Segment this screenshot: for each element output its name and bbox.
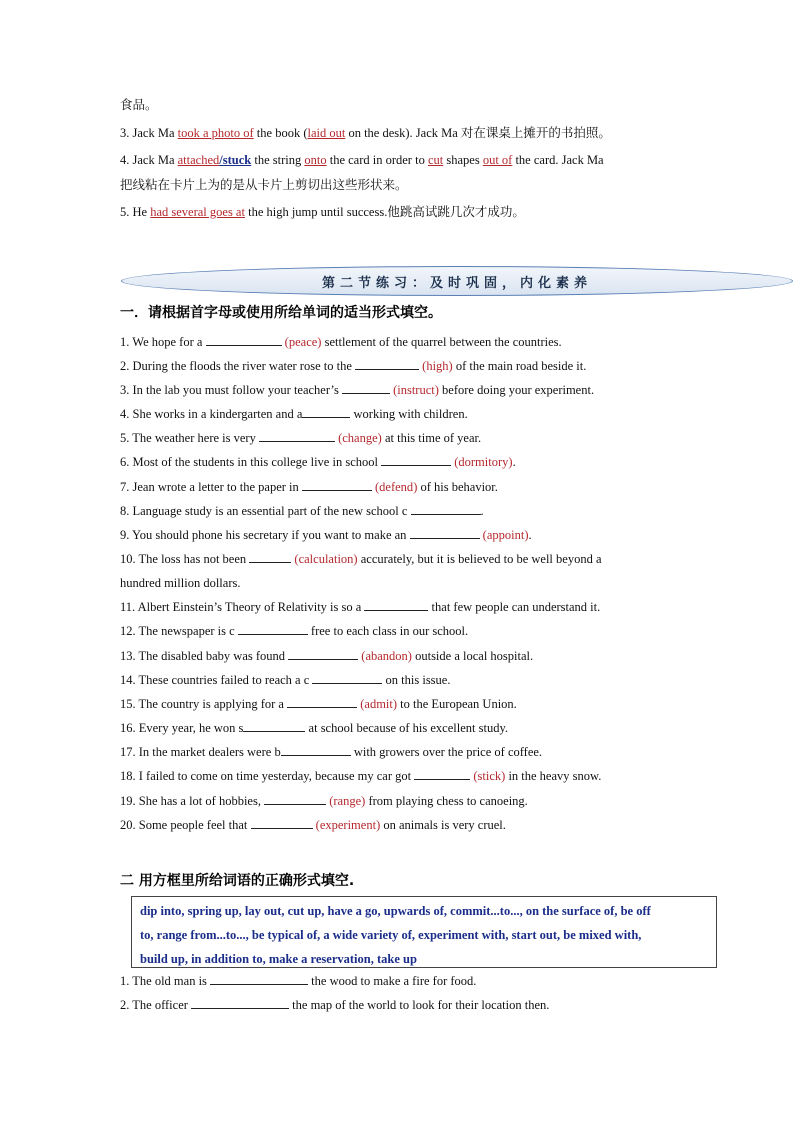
- exercise-17: 17. In the market dealers were b with growers over the price of coffee.: [120, 745, 543, 759]
- exercise-12: 12. The newspaper is c free to each class in our school.: [120, 624, 469, 638]
- exercise-19: 19. She has a lot of hobbies, (range) from playing chess to canoeing.: [120, 794, 528, 808]
- sentence-5: 5. He had several goes at the high jump until success.他跳高试跳几次才成功。: [120, 205, 525, 219]
- exercise-10-continued: hundred million dollars.: [120, 576, 241, 590]
- exercise-14: 14. These countries failed to reach a c on this issue.: [120, 673, 451, 687]
- exercise-7: 7. Jean wrote a letter to the paper in (defend) of his behavior.: [120, 480, 498, 494]
- exercise-13: 13. The disabled baby was found (abandon) outside a local hospital.: [120, 649, 534, 663]
- exercise-1: 1. We hope for a (peace) settlement of the quarrel between the countries.: [120, 335, 562, 349]
- answer-blank[interactable]: [302, 479, 372, 491]
- exercise-5: 5. The weather here is very (change) at this time of year.: [120, 431, 482, 445]
- answer-blank[interactable]: [259, 430, 335, 442]
- answer-blank[interactable]: [264, 793, 326, 805]
- word-bank-line: to, range from...to..., be typical of, a wide variety of, experiment with, start out, be mixed with,: [140, 928, 642, 942]
- answer-blank[interactable]: [364, 599, 428, 611]
- answer-blank[interactable]: [312, 672, 382, 684]
- section2-heading: 二 用方框里所给词语的正确形式填空.: [120, 873, 355, 889]
- answer-blank[interactable]: [210, 973, 308, 985]
- answer-blank[interactable]: [287, 696, 357, 708]
- answer-blank[interactable]: [411, 503, 481, 515]
- section1-heading: 一．请根据首字母或使用所给单词的适当形式填空。: [120, 305, 442, 321]
- sentence-4-translation: 把线粘在卡片上为的是从卡片上剪切出这些形状来。: [120, 178, 408, 192]
- exercise-9: 9. You should phone his secretary if you want to make an (appoint).: [120, 528, 532, 542]
- answer-blank[interactable]: [302, 406, 350, 418]
- answer-blank[interactable]: [191, 997, 289, 1009]
- section-banner: 第二节练习：及时巩固，内化素养: [121, 266, 793, 296]
- answer-blank[interactable]: [238, 623, 308, 635]
- exercise-20: 20. Some people feel that (experiment) on animals is very cruel.: [120, 818, 506, 832]
- exercise-6: 6. Most of the students in this college live in school (dormitory).: [120, 455, 516, 469]
- answer-blank[interactable]: [381, 454, 451, 466]
- sentence-3: 3. Jack Ma took a photo of the book (laid out on the desk). Jack Ma 对在课桌上摊开的书拍照。: [120, 126, 611, 140]
- exercise-8: 8. Language study is an essential part of the new school c .: [120, 504, 484, 518]
- answer-blank[interactable]: [249, 551, 291, 563]
- word-bank-line: dip into, spring up, lay out, cut up, have a go, upwards of, commit...to..., on the surface of, be off: [140, 904, 651, 918]
- answer-blank[interactable]: [281, 744, 351, 756]
- answer-blank[interactable]: [355, 358, 419, 370]
- exercise-18: 18. I failed to come on time yesterday, because my car got (stick) in the heavy snow.: [120, 769, 602, 783]
- exercise-11: 11. Albert Einstein’s Theory of Relativity is so a that few people can understand it.: [120, 600, 601, 614]
- word-bank-line: build up, in addition to, make a reservation, take up: [140, 952, 417, 966]
- exercise-2: 2. During the floods the river water rose to the (high) of the main road beside it.: [120, 359, 587, 373]
- sentence-4: 4. Jack Ma attached/stuck the string onto the card in order to cut shapes out of the card. Jack Ma: [120, 153, 604, 167]
- answer-blank[interactable]: [410, 527, 480, 539]
- exercise-10: 10. The loss has not been (calculation) accurately, but it is believed to be well beyond a: [120, 552, 602, 566]
- exercise-16: 16. Every year, he won s at school because of his excellent study.: [120, 721, 509, 735]
- word-bank-box: [131, 896, 717, 968]
- answer-blank[interactable]: [251, 817, 313, 829]
- answer-blank[interactable]: [414, 768, 470, 780]
- line-food: 食品。: [120, 98, 158, 112]
- exercise-15: 15. The country is applying for a (admit) to the European Union.: [120, 697, 517, 711]
- exercise2-2: 2. The officer the map of the world to look for their location then.: [120, 998, 550, 1012]
- answer-blank[interactable]: [206, 334, 282, 346]
- answer-blank[interactable]: [243, 720, 305, 732]
- exercise-3: 3. In the lab you must follow your teacher’s (instruct) before doing your experiment.: [120, 383, 595, 397]
- answer-blank[interactable]: [288, 648, 358, 660]
- answer-blank[interactable]: [342, 382, 390, 394]
- exercise-4: 4. She works in a kindergarten and a working with children.: [120, 407, 468, 421]
- exercise2-1: 1. The old man is the wood to make a fire for food.: [120, 974, 477, 988]
